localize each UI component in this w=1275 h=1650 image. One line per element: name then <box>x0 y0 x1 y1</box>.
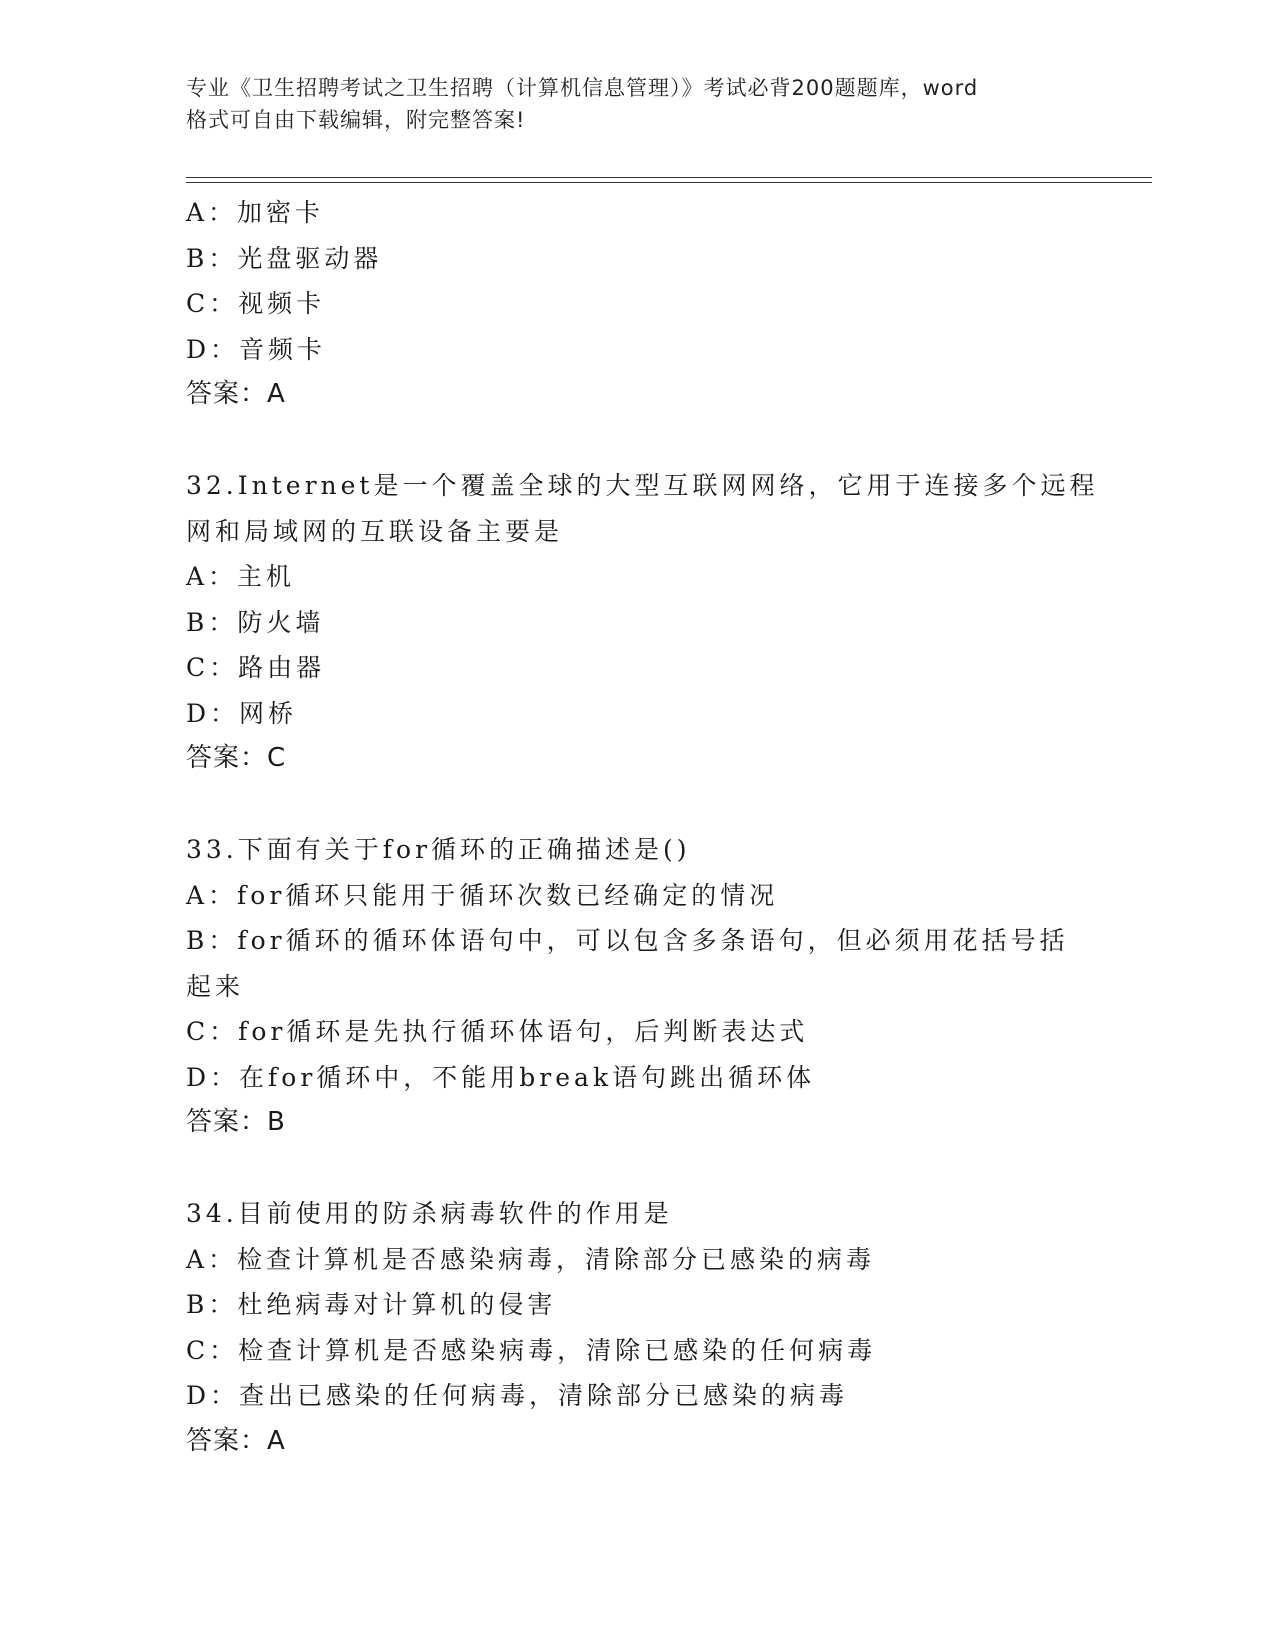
option-a: A：检查计算机是否感染病毒，清除部分已感染的病毒 <box>186 1244 876 1274</box>
option-b: B：防火墙 <box>186 607 325 637</box>
header-line-2: 格式可自由下载编辑，附完整答案! <box>186 108 526 132</box>
question-32 <box>186 463 1116 782</box>
question-stem-continued: 网和局域网的互联设备主要是 <box>186 516 564 546</box>
option-a: A：加密卡 <box>186 198 325 227</box>
question-33 <box>186 827 1116 1146</box>
document-header <box>186 72 1086 136</box>
option-a: A：for循环只能用于循环次数已经确定的情况 <box>186 880 779 910</box>
question-stem: 33.下面有关于for循环的正确描述是() <box>186 835 691 864</box>
option-b: B：光盘驱动器 <box>186 243 383 273</box>
option-d: D：在for循环中，不能用break语句跳出循环体 <box>186 1062 816 1092</box>
option-c: C：检查计算机是否感染病毒，清除已感染的任何病毒 <box>186 1335 877 1365</box>
spacer <box>186 782 1116 828</box>
question-stem: 32.Internet是一个覆盖全球的大型互联网网络，它用于连接多个远程 <box>186 471 1099 500</box>
option-c: C：视频卡 <box>186 289 326 318</box>
spacer <box>186 1146 1116 1192</box>
question-31-continued <box>186 190 1116 418</box>
option-d: D：查出已感染的任何病毒，清除部分已感染的病毒 <box>186 1381 849 1410</box>
answer-line: 答案：C <box>186 743 287 773</box>
answer-line: 答案：A <box>186 1425 286 1456</box>
option-b: B：for循环的循环体语句中，可以包含多条语句，但必须用花括号括 <box>186 926 1069 955</box>
header-line-1: 专业《卫生招聘考试之卫生招聘（计算机信息管理）》考试必背200题题库，word <box>186 76 979 100</box>
answer-line: 答案：A <box>186 379 286 409</box>
question-stem: 34.目前使用的防杀病毒软件的作用是 <box>186 1199 673 1228</box>
option-d: D：音频卡 <box>186 334 327 364</box>
option-c: C：路由器 <box>186 653 326 682</box>
spacer <box>186 418 1116 464</box>
option-b: B：杜绝病毒对计算机的侵害 <box>186 1290 557 1319</box>
option-a: A：主机 <box>186 562 296 591</box>
answer-line: 答案：B <box>186 1107 286 1137</box>
question-list <box>186 190 1116 1464</box>
header-rule-top <box>186 177 1152 178</box>
header-rule-bottom <box>186 182 1152 183</box>
option-c: C：for循环是先执行循环体语句，后判断表达式 <box>186 1017 809 1046</box>
question-34 <box>186 1191 1116 1464</box>
option-b-continued: 起来 <box>186 971 245 1001</box>
option-d: D：网桥 <box>186 698 298 728</box>
